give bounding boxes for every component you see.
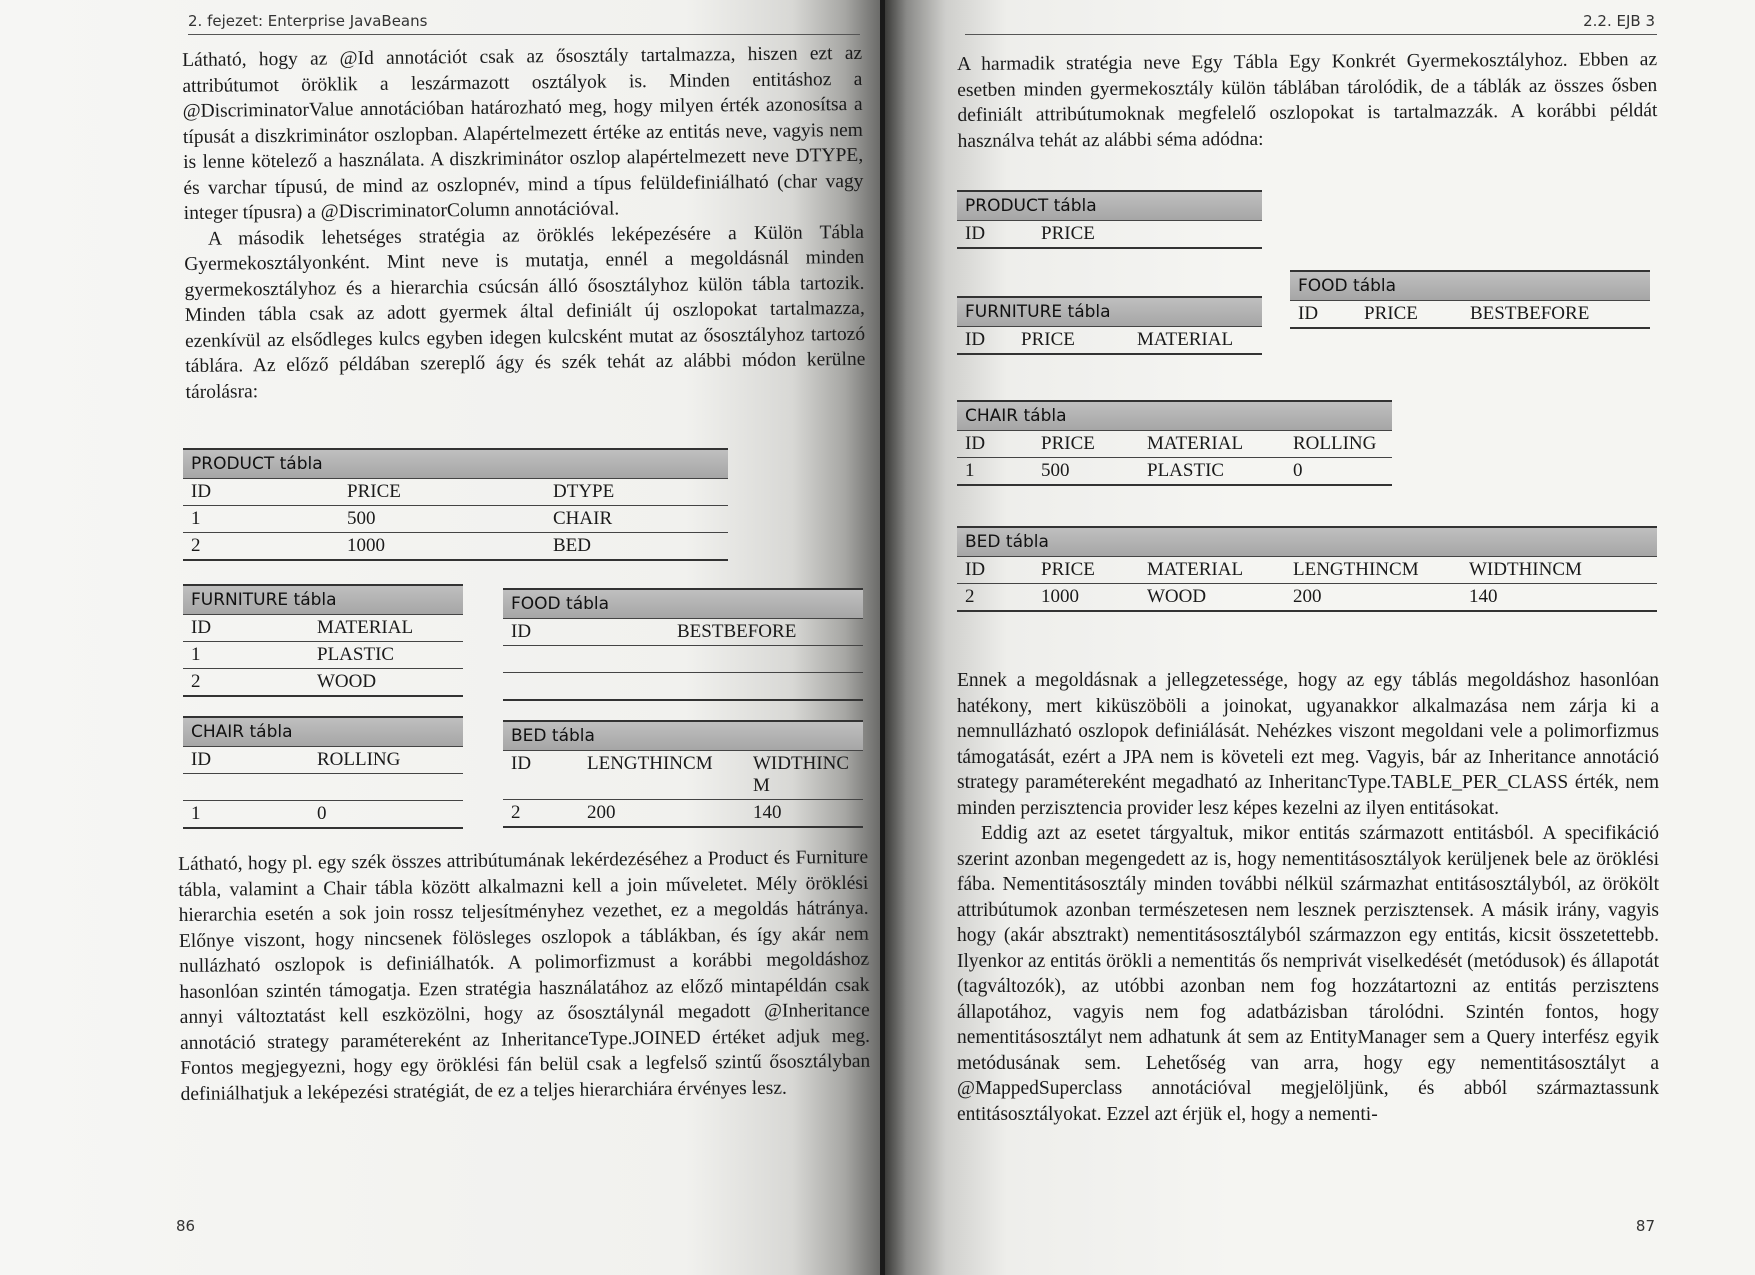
left-furniture-table: [183, 584, 463, 697]
table-cell: 2: [503, 800, 579, 828]
column-header: ROLLING: [1285, 431, 1392, 458]
table-cell: 0: [1285, 458, 1392, 486]
column-header: LENGTHINCM: [1285, 557, 1461, 584]
running-head-left: 2. fejezet: Enterprise JavaBeans: [188, 12, 428, 30]
column-header: PRICE: [339, 479, 545, 506]
table-cell: 1: [183, 801, 309, 829]
table-cell: BED: [545, 533, 728, 561]
left-text-top: [182, 41, 866, 405]
right-food-table: [1290, 270, 1650, 329]
table-row: [183, 774, 463, 801]
header-rule-left: [188, 34, 860, 35]
table-row: [503, 800, 863, 828]
table-row: [957, 458, 1392, 486]
right-chair-table: [957, 400, 1392, 486]
column-header: PRICE: [1033, 431, 1139, 458]
table-cell: 200: [1285, 584, 1461, 612]
column-header: ID: [957, 327, 1013, 355]
column-header: ID: [1290, 301, 1356, 329]
table-title: FURNITURE tábla: [183, 585, 463, 615]
table-row: [183, 669, 463, 697]
table-cell: [183, 774, 309, 801]
table-cell: 500: [339, 506, 545, 533]
right-product-table: [957, 190, 1262, 249]
header-rule-right: [965, 34, 1657, 35]
column-header: ID: [957, 557, 1033, 584]
right-page: [885, 0, 1755, 1275]
column-header: ID: [957, 431, 1033, 458]
table-cell: 1: [183, 642, 309, 669]
table-row: [503, 646, 863, 673]
page-number-right: 87: [1635, 1217, 1655, 1235]
table-cell: [669, 646, 863, 673]
table-title: CHAIR tábla: [183, 717, 463, 747]
column-header: ROLLING: [309, 747, 463, 774]
column-header: WIDTHINC M: [745, 751, 863, 800]
column-header: ID: [503, 751, 579, 800]
left-product-table: [183, 448, 728, 561]
table-cell: 2: [957, 584, 1033, 612]
right-paragraph-2: Ennek a megoldásnak a jellegzetessége, hogy az egy táblás megoldáshoz hasonlóan hatékony, mert kiküszöböli a joinokat, ugyanakkor alkalmazása nem zárja ki a nemnullázható oszlopok definiálását. Nehézkes viszont megoldani vele a polimorfizmus támogatását, ezért a JPA nem is követeli ezt meg. Vagyis, bár az Inheritance annotáció strategy paramétereként megadható az InheritancType.TABLE_PER_CLASS érték, nem minden perzisztencia provider lesz képes kezelni az ilyen entitásokat.: [957, 670, 1659, 819]
table-cell: 1: [957, 458, 1033, 486]
table-cell: PLASTIC: [1139, 458, 1285, 486]
column-header: DTYPE: [545, 479, 728, 506]
column-header: MATERIAL: [1139, 557, 1285, 584]
table-cell: WOOD: [309, 669, 463, 697]
column-header: MATERIAL: [1139, 431, 1285, 458]
running-head-right: 2.2. EJB 3: [1583, 12, 1655, 30]
right-bed-table: [957, 526, 1657, 612]
column-header: ID: [503, 619, 669, 646]
table-cell: [503, 646, 669, 673]
table-title: BED tábla: [503, 721, 863, 751]
table-title: PRODUCT tábla: [957, 191, 1262, 221]
table-title: FOOD tábla: [503, 589, 863, 619]
table-title: FURNITURE tábla: [957, 297, 1262, 327]
column-header: ID: [183, 615, 309, 642]
table-cell: WOOD: [1139, 584, 1285, 612]
right-paragraph-3: Eddig azt az esetet tárgyaltuk, mikor entitás származott entitásból. A specifikáció szerint azonban megengedett az is, hogy nementitásosztályok kerüljenek bele az öröklési fába. Nementitásosztály minden további nélkül származhat entitásosztályból, az örökölt attribútumok azonban természetesen nem lesznek perzisztensek. A másik irány, vagyis hogy (akár absztrakt) nementitásosztályból származzon egy entitás, kicsit összetettebb. Ilyenkor az entitás örökli a nementitás ős nemprivát viselkedését (metódusok) és állapotát (tagváltozók), az utóbbi azonban nem fog hozzátartozni az entitás perzisztens állapotához, vagyis nem fog adatbázisban tárolódni. Szintén fontos, hogy nementitásosztályt nem adhatunk át sem az EntityManager sem a Query interfész egyik metódusának sem. Lehetőség van arra, hogy egy nementitásosztályt a @MappedSuperclass annotációval megjelöljünk, és abból származtassunk entitásosztályokat. Ezzel azt érjük el, hogy a nementi-: [957, 823, 1659, 1125]
right-furniture-table: [957, 296, 1262, 355]
column-header: ID: [183, 747, 309, 774]
left-bed-table: [503, 720, 863, 828]
table-title: CHAIR tábla: [957, 401, 1392, 431]
column-header: PRICE: [1033, 557, 1139, 584]
column-header: MATERIAL: [1129, 327, 1262, 355]
table-cell: 2: [183, 669, 309, 697]
column-header: PRICE: [1356, 301, 1462, 329]
right-text-bottom: [957, 668, 1659, 1127]
column-header: ID: [183, 479, 339, 506]
left-chair-table: [183, 716, 463, 829]
column-header: BESTBEFORE: [669, 619, 863, 646]
left-paragraph-2: A második lehetséges stratégia az öröklés leképezésére a Külön Tábla Gyermekosztályonként. Mint neve is mutatja, ennél a megoldásnál minden gyermekosztályhoz és a hierarchia csúcsán álló ősosztályhoz külön tábla tartozik. Minden tábla csak az adott gyermek által definiált új oszlopokat tartalmazza, ezenkívül az elsődleges kulcs egyben idegen kulcsként mutat az ősosztályhoz tartozó táblára. Az előző példában szereplő ágy és szék tehát az alábbi módon kerülne tárolásra:: [184, 221, 866, 403]
left-paragraph-1: Látható, hogy az @Id annotációt csak az ősosztály tartalmazza, hiszen ezt az attribútumot öröklik a leszármazott osztályok is. Minden entitáshoz a @DiscriminatorValue annotációban határozható meg, hogy milyen érték azonosítsa a típusát a diszkriminátor oszlopban. Alapértelmezett értéke az entitás neve, vagyis nem is lenne kötelező a használata. A diszkriminátor oszlop alapértelmezett neve DTYPE, és varchar típusú, de mind az oszlopnév, mind a típus felüldefiniálható (char vagy integer típusra) a @DiscriminatorColumn annotációval.: [182, 42, 864, 224]
table-cell: 2: [183, 533, 339, 561]
page-number-left: 86: [176, 1217, 196, 1235]
right-text-top: [957, 47, 1658, 154]
table-row: [183, 642, 463, 669]
table-cell: 0: [309, 801, 463, 829]
column-header: PRICE: [1033, 221, 1262, 249]
column-header: LENGTHINCM: [579, 751, 745, 800]
table-row: [183, 506, 728, 533]
right-paragraph-1: A harmadik stratégia neve Egy Tábla Egy Konkrét Gyermekosztályhoz. Ebben az esetben minden gyermekosztály külön táblában tárolódik, de a táblák az összes ősben definiált attribútumoknak megfelelő oszlopokat is tartalmazzák. A korábbi példát használva tehát az alábbi séma adódna:: [957, 49, 1658, 152]
table-cell: PLASTIC: [309, 642, 463, 669]
table-cell: 200: [579, 800, 745, 828]
table-cell: [669, 673, 863, 701]
table-cell: [309, 774, 463, 801]
left-food-table: [503, 588, 863, 701]
table-row: [957, 584, 1657, 612]
table-title: FOOD tábla: [1290, 271, 1650, 301]
column-header: WIDTHINCM: [1461, 557, 1657, 584]
left-paragraph-3: Látható, hogy pl. egy szék összes attribútumának lekérdezéséhez a Product és Furniture tábla, valamint a Chair tábla között alkalmazni kell a join műveletet. Mély öröklési hierarchia esetén a sok join rossz teljesítményhez vezethet, ez a megoldás hátránya. Előnye viszont, hogy nincsenek fölösleges oszlopok a táblákban, és így akár nem nullázható oszlopok is definiálhatók. A polimorfizmust a korábbi megoldáshoz hasonlóan szintén támogatja. Ezen stratégia használatához az előző mintapéldán csak annyi változtatást kell eszközölni, hogy az ősosztálynál megadott @Inheritance annotáció strategy paramétereként az InheritanceType.JOINED értéket adjuk meg. Fontos megjegyezni, hogy egy öröklési fán belül csak a legfelső szintű ősosztályban definiálhatjuk a leképezési stratégiát, de ez a teljes hierarchiára érvényes lesz.: [178, 846, 871, 1105]
column-header: MATERIAL: [309, 615, 463, 642]
table-cell: CHAIR: [545, 506, 728, 533]
table-cell: 1: [183, 506, 339, 533]
table-cell: 1000: [1033, 584, 1139, 612]
table-row: [503, 673, 863, 701]
table-cell: 140: [1461, 584, 1657, 612]
table-row: [183, 801, 463, 829]
table-title: BED tábla: [957, 527, 1657, 557]
table-title: PRODUCT tábla: [183, 449, 728, 479]
column-header: ID: [957, 221, 1033, 249]
table-cell: [503, 673, 669, 701]
table-cell: 1000: [339, 533, 545, 561]
table-cell: 140: [745, 800, 863, 828]
table-cell: 500: [1033, 458, 1139, 486]
left-text-bottom: [178, 845, 871, 1107]
column-header: PRICE: [1013, 327, 1129, 355]
column-header: BESTBEFORE: [1462, 301, 1650, 329]
table-row: [183, 533, 728, 561]
